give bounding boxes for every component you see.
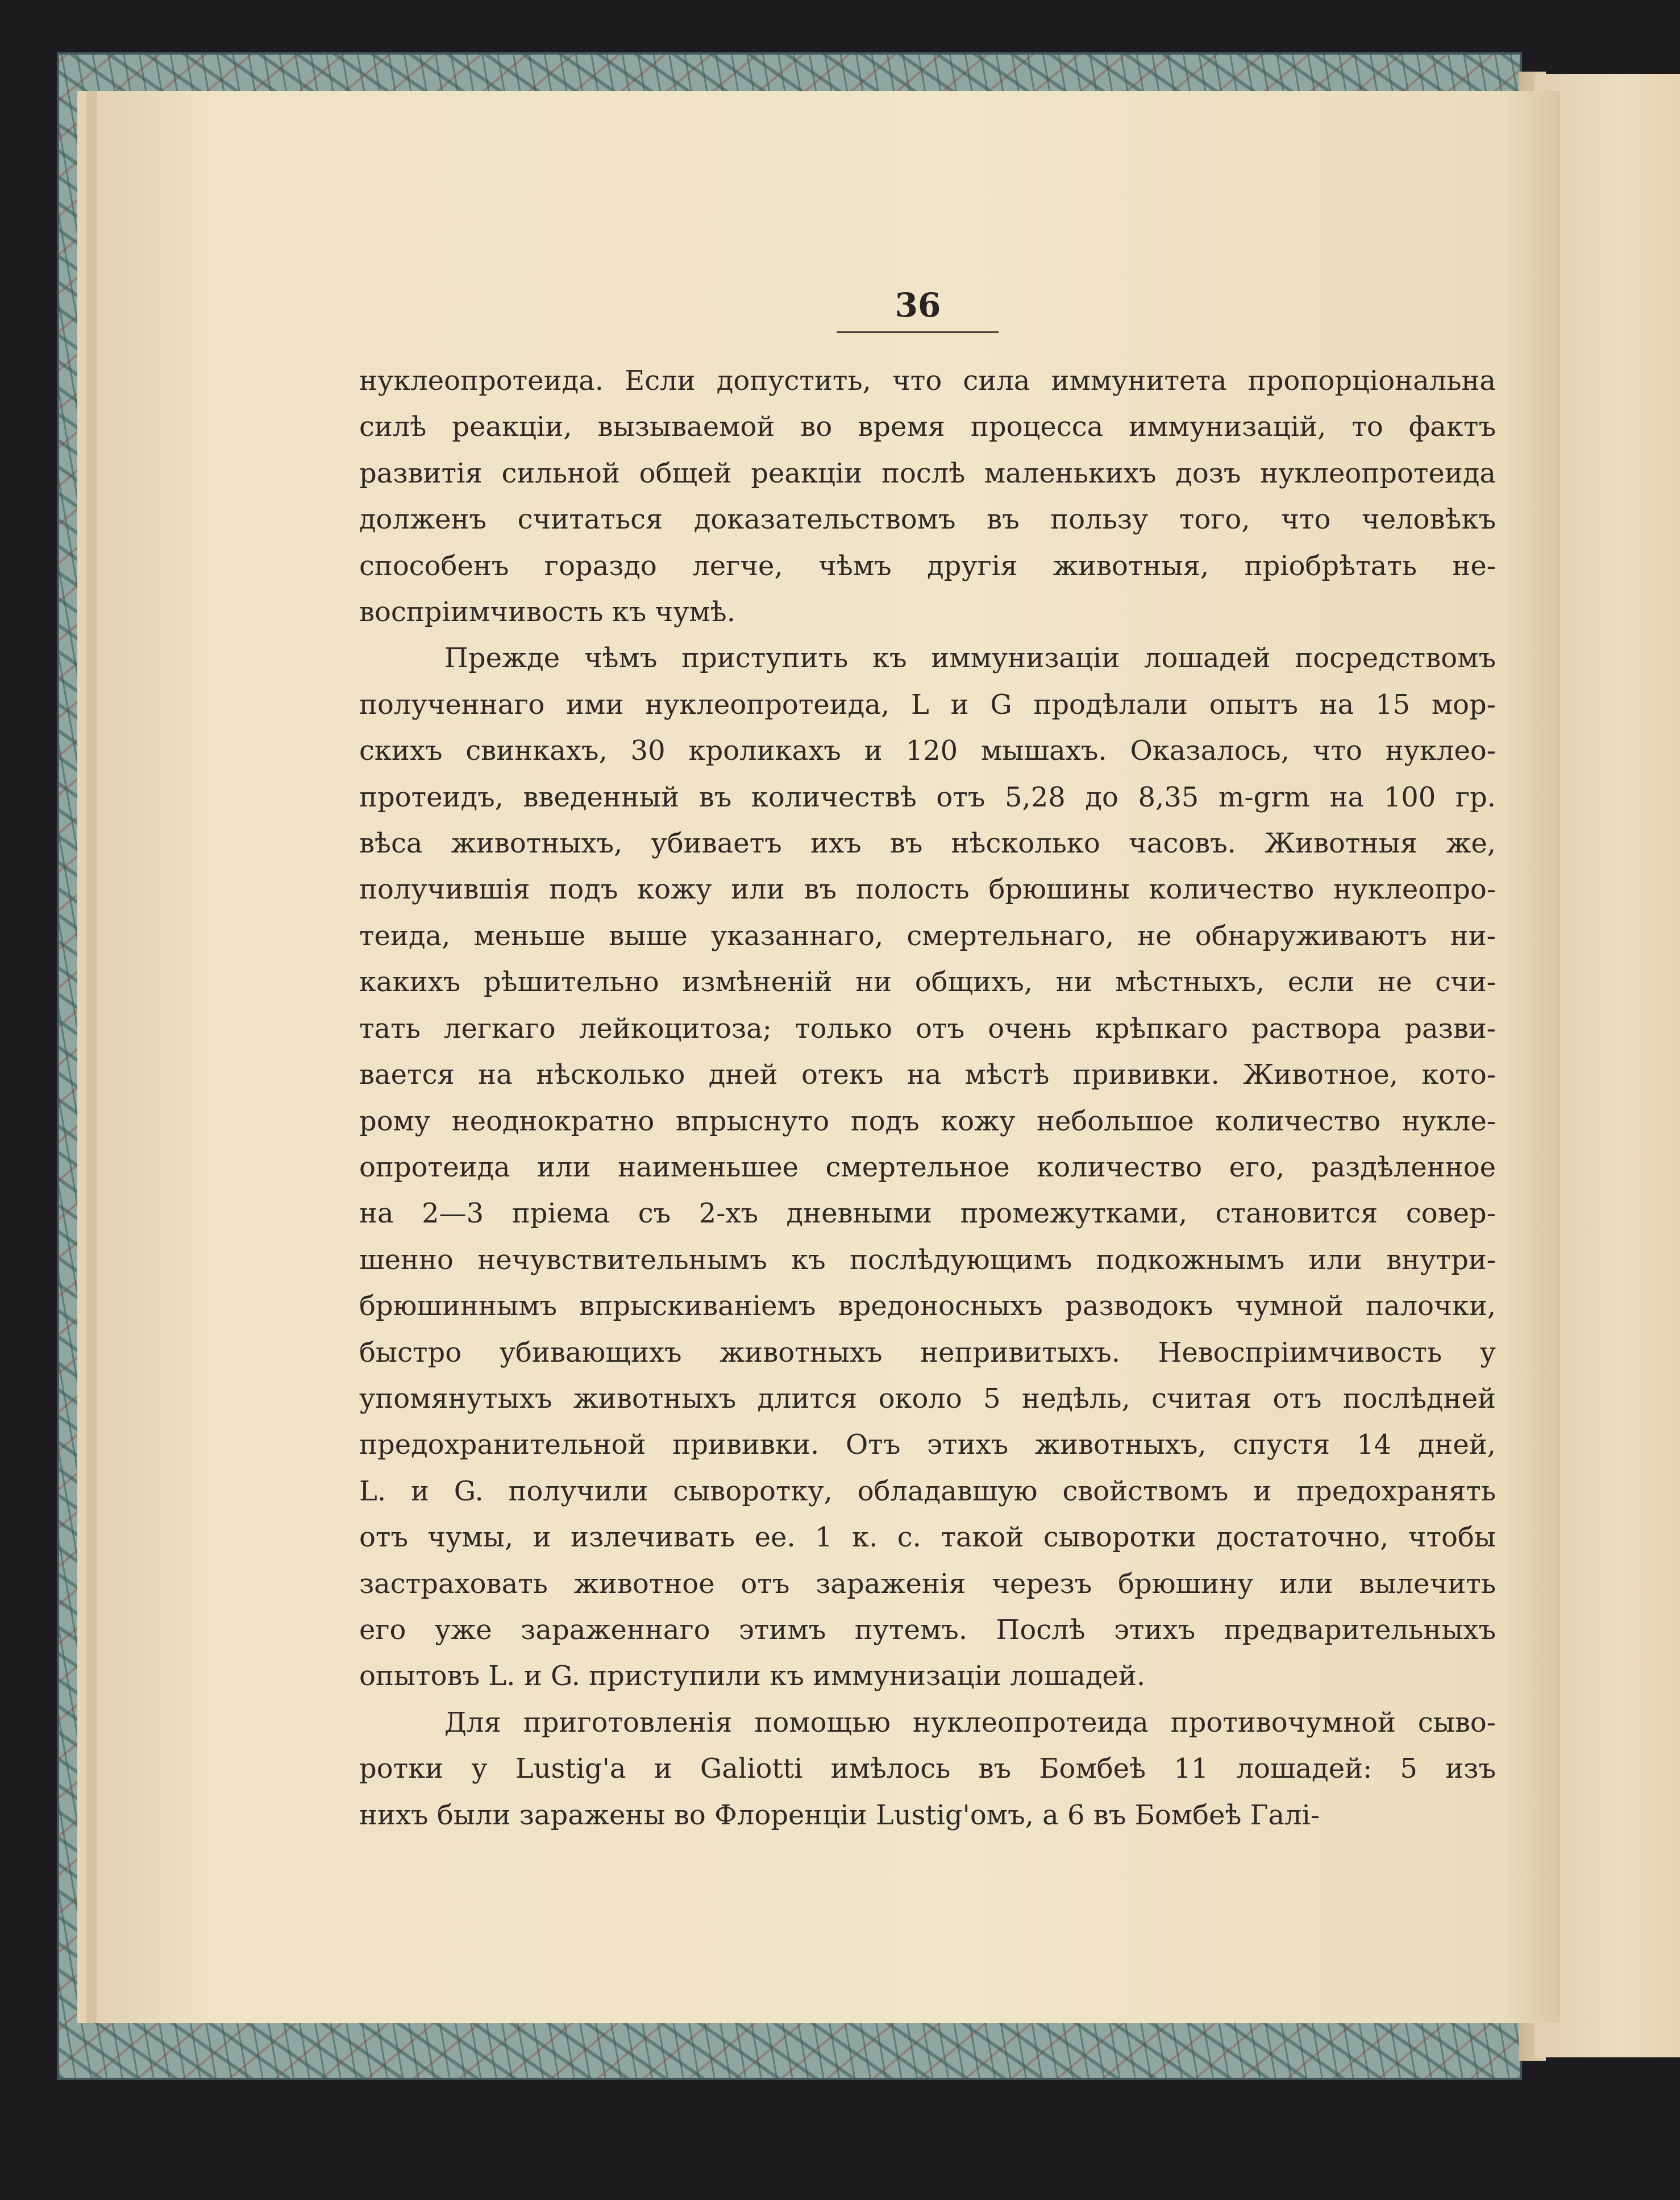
text-line: ротки у Lustig'a и Galiotti имѣлось въ Бомбеѣ 11 лошадей: 5 изъ: [359, 1753, 1496, 1785]
text-line: быстро убивающихъ животныхъ непривитыхъ. Невоспріимчивость у: [359, 1336, 1496, 1369]
text-line: получившія подъ кожу или въ полость брюшины количество нуклеопро-: [359, 874, 1496, 906]
text-line: Прежде чѣмъ приступить къ иммунизаціи лошадей посредствомъ: [444, 642, 1496, 675]
text-line: брюшиннымъ впрыскиваніемъ вредоносныхъ разводокъ чумной палочки,: [359, 1290, 1496, 1323]
text-line: тать легкаго лейкоцитоза; только отъ очень крѣпкаго раствора разви-: [359, 1012, 1496, 1045]
text-line: опротеида или наименьшее смертельное количество его, раздѣленное: [359, 1151, 1496, 1183]
text-line: на 2—3 пріема съ 2-хъ дневными промежутками, становится совер-: [359, 1197, 1496, 1230]
text-line: способенъ гораздо легче, чѣмъ другія животныя, пріобрѣтать не-: [359, 550, 1496, 582]
text-line: протеидъ, введенный въ количествѣ отъ 5,28 до 8,35 m-grm на 100 гр.: [359, 781, 1496, 813]
page-body-text: [359, 358, 1496, 1839]
text-line: какихъ рѣшительно измѣненій ни общихъ, ни мѣстныхъ, если не счи-: [359, 966, 1496, 999]
text-line: вѣса животныхъ, убиваетъ ихъ въ нѣсколько часовъ. Животныя же,: [359, 827, 1496, 860]
text-line: воспріимчивость къ чумѣ.: [359, 596, 735, 629]
text-line: Для приготовленія помощью нуклеопротеида противочумной сыво-: [444, 1706, 1496, 1739]
text-line: опытовъ L. и G. приступили къ иммунизаціи лошадей.: [359, 1660, 1146, 1692]
text-line: застраховать животное отъ зараженія черезъ брюшину или вылечить: [359, 1567, 1496, 1600]
text-line: шенно нечувствительнымъ къ послѣдующимъ подкожнымъ или внутри-: [359, 1244, 1496, 1276]
text-line: предохранительной прививки. Отъ этихъ животныхъ, спустя 14 дней,: [359, 1429, 1496, 1461]
text-line: L. и G. получили сыворотку, обладавшую свойствомъ и предохранять: [359, 1475, 1496, 1507]
text-line: силѣ реакціи, вызываемой во время процесса иммунизацій, то фактъ: [359, 411, 1496, 443]
text-line: его уже зараженнаго этимъ путемъ. Послѣ этихъ предварительныхъ: [359, 1613, 1496, 1646]
text-line: рому неоднократно впрыснуто подъ кожу небольшое количество нукле-: [359, 1105, 1496, 1137]
text-line: теида, меньше выше указаннаго, смертельнаго, не обнаруживаютъ ни-: [359, 920, 1496, 952]
text-line: упомянутыхъ животныхъ длится около 5 недѣль, считая отъ послѣдней: [359, 1382, 1496, 1415]
text-line: отъ чумы, и излечивать ее. 1 к. с. такой сыворотки достаточно, чтобы: [359, 1521, 1496, 1554]
page-number: 36: [895, 286, 941, 325]
header-rule: [837, 331, 999, 333]
text-line: долженъ считаться доказательствомъ въ пользу того, что человѣкъ: [359, 504, 1496, 536]
text-line: нихъ были заражены во Флоренціи Lustig'омъ, а 6 въ Бомбеѣ Галі-: [359, 1799, 1320, 1831]
text-line: вается на нѣсколько дней отекъ на мѣстѣ прививки. Животное, кото-: [359, 1059, 1496, 1091]
text-line: нуклеопротеида. Если допустить, что сила иммунитета пропорціональна: [359, 365, 1496, 397]
text-line: развитія сильной общей реакціи послѣ маленькихъ дозъ нуклеопротеида: [359, 457, 1496, 489]
text-line: полученнаго ими нуклеопротеида, L и G продѣлали опытъ на 15 мор-: [359, 688, 1496, 721]
text-line: скихъ свинкахъ, 30 кроликахъ и 120 мышахъ. Оказалось, что нуклео-: [359, 735, 1496, 767]
